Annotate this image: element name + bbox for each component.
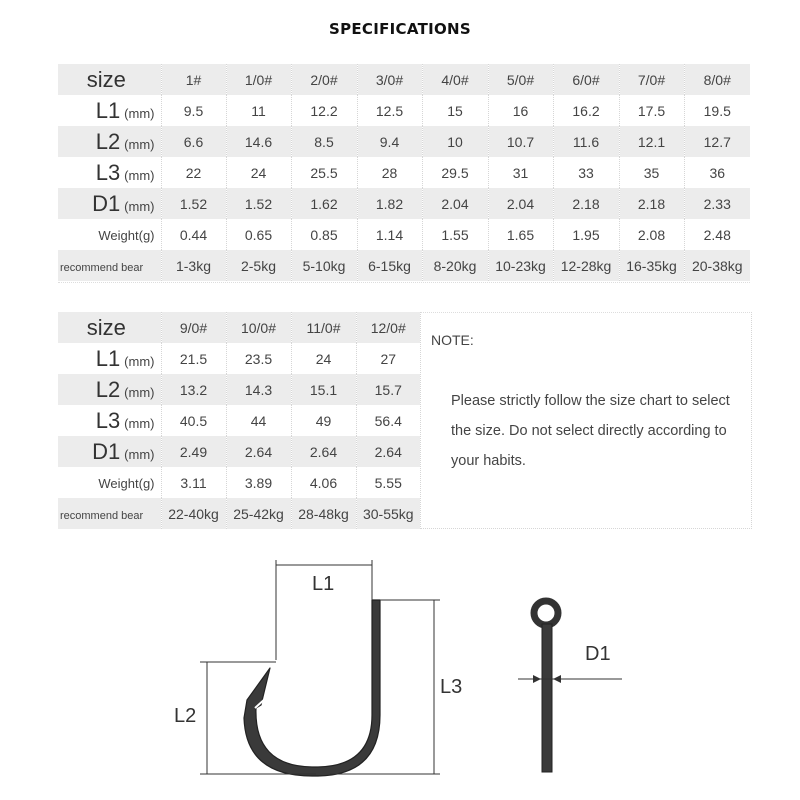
l3-cell: 40.5: [161, 405, 226, 436]
size-cell: 7/0#: [619, 64, 684, 95]
d1-arrow-right: [553, 675, 561, 683]
row-label-size: size: [58, 64, 161, 95]
weight-cell: 1.95: [553, 219, 619, 250]
l3-cell: 24: [226, 157, 291, 188]
l3-cell: 36: [709, 164, 726, 181]
d1-cell: 1.52: [161, 188, 226, 219]
page-title: SPECIFICATIONS: [328, 20, 472, 38]
row-label-size: size: [58, 312, 161, 343]
hook-dimension-diagram: [0, 540, 800, 800]
d1-cell: 1.62: [291, 188, 357, 219]
row-label-weight: Weight(g): [58, 467, 161, 498]
l2-cell: 15.1: [291, 374, 356, 405]
l3-cell: 29.5: [422, 157, 488, 188]
table-row-size: [58, 312, 420, 343]
l3-cell: 31: [488, 157, 553, 188]
bear-cell: 30-55kg: [356, 498, 420, 529]
size-cell: 8/0#: [684, 64, 750, 95]
weight-cell: 0.85: [291, 219, 357, 250]
hook-shape: [244, 600, 380, 776]
table-row-l3: [58, 157, 750, 188]
l2-cell: 10.7: [488, 126, 553, 157]
weight-cell: 1.14: [357, 219, 422, 250]
bear-cell: 22-40kg: [161, 498, 226, 529]
table-row-weight: [58, 219, 750, 250]
weight-cell: 3.11: [161, 467, 226, 498]
l1-cell: 9.5: [161, 95, 226, 126]
d1-cell: 2.49: [161, 436, 226, 467]
note-heading: NOTE:: [431, 332, 474, 348]
l2-cell: 14.3: [226, 374, 291, 405]
d1-cell: 2.18: [619, 188, 684, 219]
l3-label: L3: [440, 676, 463, 698]
bear-cell: 5-10kg: [291, 250, 357, 281]
l2-cell: 12.1: [619, 126, 684, 157]
table-row-l2: [58, 126, 750, 157]
size-cell: 5/0#: [488, 64, 553, 95]
bear-cell: 6-15kg: [357, 250, 422, 281]
row-label-d1: D1 (mm): [58, 436, 161, 467]
l2-cell: 15.7: [356, 374, 420, 405]
bear-cell: 28-48kg: [291, 498, 356, 529]
l2-cell: 12.7: [684, 126, 750, 157]
size-cell: 1#: [161, 64, 226, 95]
weight-cell: 2.48: [703, 226, 731, 243]
bear-cell: 1-3kg: [161, 250, 226, 281]
bear-cell: 25-42kg: [226, 498, 291, 529]
bear-cell: 12-28kg: [553, 250, 619, 281]
row-label-l2: L2 (mm): [58, 126, 161, 157]
l2-cell: 8.5: [291, 126, 357, 157]
table-row-d1: [58, 436, 420, 467]
l1-cell: 15: [422, 95, 488, 126]
table-row-bear: [58, 250, 750, 281]
d1-cell: 1.52: [226, 188, 291, 219]
weight-cell: 0.44: [161, 219, 226, 250]
l3-cell: 56.4: [374, 412, 402, 429]
weight-cell: 2.08: [619, 219, 684, 250]
row-label-bear: recommend bear: [58, 498, 161, 529]
l3-cell: 44: [226, 405, 291, 436]
d1-cell: 2.64: [291, 436, 356, 467]
l1-cell: 12.5: [357, 95, 422, 126]
l1-cell: 27: [380, 350, 397, 367]
bear-cell: 10-23kg: [488, 250, 553, 281]
l3-cell: 25.5: [291, 157, 357, 188]
l3-cell: 35: [619, 157, 684, 188]
row-label-bear: recommend bear: [58, 250, 161, 281]
weight-cell: 1.65: [488, 219, 553, 250]
row-label-l3: L3 (mm): [58, 157, 161, 188]
l1-cell: 19.5: [703, 102, 731, 119]
table-row-l1: [58, 95, 750, 126]
row-label-l2: L2 (mm): [58, 374, 161, 405]
spec-table-1: [58, 64, 750, 281]
l1-label: L1: [312, 573, 335, 595]
bear-cell: 2-5kg: [226, 250, 291, 281]
table-row-l2: [58, 374, 420, 405]
size-cell: 6/0#: [553, 64, 619, 95]
row-label-weight: Weight(g): [58, 219, 161, 250]
l2-cell: 10: [422, 126, 488, 157]
hook-eye: [534, 601, 558, 625]
size-cell: 9/0#: [161, 312, 226, 343]
l1-cell: 17.5: [619, 95, 684, 126]
note-text: Please strictly follow the size chart to select the size. Do not select directly according to your habits.: [451, 393, 730, 469]
l2-cell: 6.6: [161, 126, 226, 157]
l1-cell: 24: [291, 343, 356, 374]
weight-cell: 5.55: [374, 474, 402, 491]
l3-cell: 22: [161, 157, 226, 188]
d1-cell: 1.82: [357, 188, 422, 219]
spec-table-2: [58, 312, 420, 529]
table-row-l1: [58, 343, 420, 374]
d1-arrow-left: [533, 675, 541, 683]
row-label-l1: L1 (mm): [58, 95, 161, 126]
divider: [58, 282, 750, 283]
l3-cell: 33: [553, 157, 619, 188]
d1-cell: 2.18: [553, 188, 619, 219]
d1-label: D1: [585, 643, 611, 665]
bear-cell: 16-35kg: [619, 250, 684, 281]
note-panel: [420, 312, 752, 529]
l2-cell: 11.6: [553, 126, 619, 157]
weight-cell: 4.06: [291, 467, 356, 498]
d1-cell: 2.04: [422, 188, 488, 219]
bear-cell: 20-38kg: [684, 250, 750, 281]
d1-cell: 2.04: [488, 188, 553, 219]
l1-cell: 12.2: [291, 95, 357, 126]
size-cell: 4/0#: [422, 64, 488, 95]
row-label-l3: L3 (mm): [58, 405, 161, 436]
weight-cell: 3.89: [226, 467, 291, 498]
l2-label: L2: [174, 705, 197, 727]
l1-cell: 16.2: [553, 95, 619, 126]
size-cell: 12/0#: [356, 312, 420, 343]
l1-cell: 21.5: [161, 343, 226, 374]
l1-cell: 16: [488, 95, 553, 126]
size-cell: 11/0#: [291, 312, 356, 343]
d1-cell: 2.64: [356, 436, 420, 467]
l2-cell: 14.6: [226, 126, 291, 157]
size-cell: 10/0#: [226, 312, 291, 343]
weight-cell: 0.65: [226, 219, 291, 250]
bear-cell: 8-20kg: [422, 250, 488, 281]
d1-cell: 2.64: [226, 436, 291, 467]
table-row-d1: [58, 188, 750, 219]
row-label-l1: L1 (mm): [58, 343, 161, 374]
l2-cell: 13.2: [161, 374, 226, 405]
l1-cell: 23.5: [226, 343, 291, 374]
size-cell: 2/0#: [291, 64, 357, 95]
size-cell: 1/0#: [226, 64, 291, 95]
l1-cell: 11: [226, 95, 291, 126]
weight-cell: 1.55: [422, 219, 488, 250]
l3-cell: 28: [357, 157, 422, 188]
l2-cell: 9.4: [357, 126, 422, 157]
table-row-bear: [58, 498, 420, 529]
table-row-l3: [58, 405, 420, 436]
size-cell: 3/0#: [357, 64, 422, 95]
l3-cell: 49: [291, 405, 356, 436]
row-label-d1: D1 (mm): [58, 188, 161, 219]
hook-shank-side: [542, 624, 552, 772]
d1-cell: 2.33: [684, 188, 750, 219]
table-row-weight: [58, 467, 420, 498]
table-row-size: [58, 64, 750, 95]
